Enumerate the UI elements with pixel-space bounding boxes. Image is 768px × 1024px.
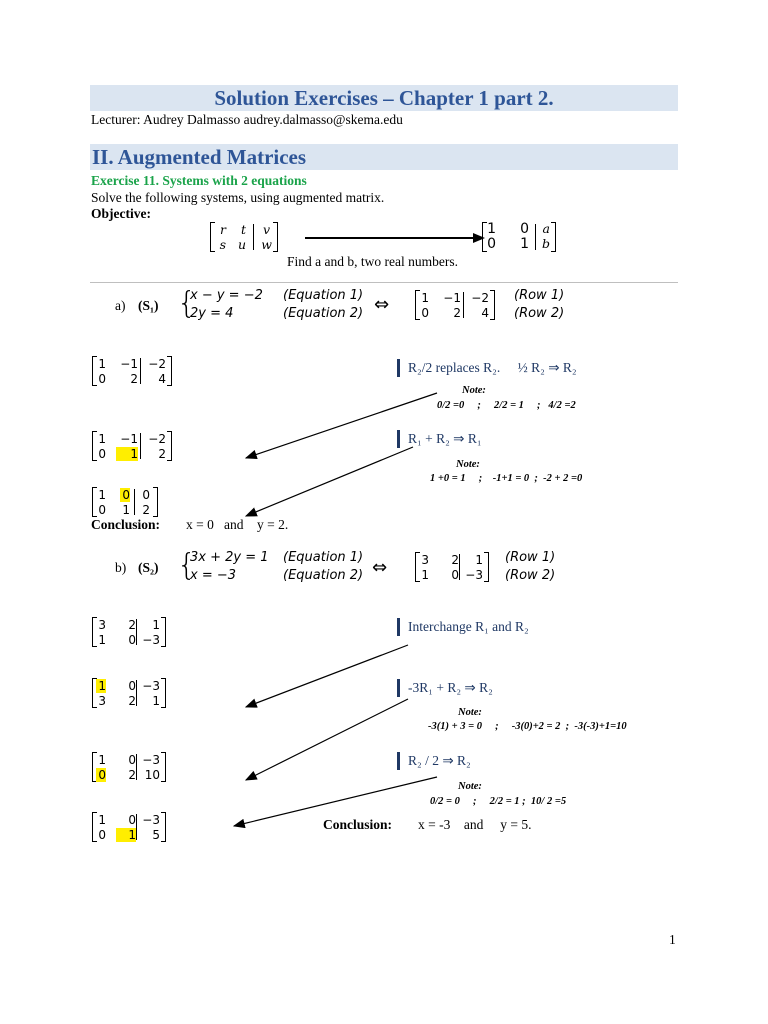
matrix-cell: 0 (451, 568, 459, 582)
matrix-cell: −2 (148, 432, 166, 446)
part-a-eq2: 2y = 4 (190, 306, 234, 321)
part-b-conclusion-label: Conclusion: (323, 817, 393, 832)
part-b-eq2: x = −3 (190, 568, 237, 583)
matrix-cell: 1 (475, 553, 483, 567)
matrix-cell: 0 (98, 828, 106, 842)
matrix-cell: −3 (142, 813, 160, 827)
part-a-system-name: (S₁) (138, 298, 159, 313)
matrix-cell: 4 (158, 372, 166, 386)
matrix-cell: 0 (421, 306, 429, 320)
matrix-cell: 2 (128, 694, 136, 708)
part-a-eq1-tag: (Equation 1) (283, 288, 364, 303)
matrix-cell: 0 (98, 372, 106, 386)
matrix-cell: 1 (152, 618, 160, 632)
part-a-conclusion: x = 0 and y = 2. (186, 517, 289, 532)
cell: r (220, 222, 226, 237)
equiv-symbol: ⇔ (372, 557, 388, 578)
matrix-cell: 2 (453, 306, 461, 320)
section-title: II. Augmented Matrices (92, 145, 307, 169)
part-b-eq2-tag: (Equation 2) (283, 568, 364, 583)
part-b-row2-tag: (Row 2) (505, 568, 556, 583)
cell: 1 (520, 236, 529, 252)
brace: { (177, 286, 197, 321)
matrix-cell: −1 (120, 357, 138, 371)
part-a-step-2: R₁ + R₂ ⇒ R₁ (397, 430, 482, 448)
step-op: ½ R₂ ⇒ R₂ (517, 360, 577, 375)
matrix-cell: 0 (128, 753, 136, 767)
matrix-cell: 5 (152, 828, 160, 842)
matrix-cell: 0 (128, 813, 136, 827)
matrix-cell: −3 (142, 633, 160, 647)
part-a-note-1: 0/2 =0 ; 2/2 = 1 ; 4/2 =2 (437, 400, 576, 411)
matrix-cell: −2 (471, 291, 489, 305)
matrix-cell: 1 (116, 828, 136, 842)
matrix-cell: −1 (443, 291, 461, 305)
exercise-instruction: Solve the following systems, using augmented matrix. (91, 190, 385, 205)
part-a-eq2-tag: (Equation 2) (283, 306, 364, 321)
matrix-cell: 3 (98, 694, 106, 708)
cell: t (240, 222, 246, 237)
objective-label: Objective: (91, 206, 151, 221)
matrix-cell: 1 (98, 813, 106, 827)
matrix-cell: 1 (98, 432, 106, 446)
part-b-system-name: (S₂) (138, 560, 159, 575)
matrix-cell: 2 (128, 618, 136, 632)
arrow (246, 645, 408, 707)
find-text: Find a and b, two real numbers. (287, 254, 458, 269)
part-b-eq1: 3x + 2y = 1 (190, 550, 269, 565)
matrix-cell: 10 (144, 768, 160, 782)
step-text: R₂/2 replaces R₂. (408, 360, 501, 375)
part-a-label: a) (115, 298, 126, 313)
matrix-cell: 0 (98, 447, 106, 461)
matrix-cell: 2 (158, 447, 166, 461)
matrix-cell: 2 (130, 372, 138, 386)
equiv-symbol: ⇔ (374, 294, 390, 315)
brace: { (177, 548, 197, 583)
note-label: Note: (458, 707, 482, 718)
arrow (246, 699, 408, 780)
matrix-cell: −3 (465, 568, 483, 582)
cell: 0 (487, 236, 496, 252)
part-b-step-2: -3R₁ + R₂ ⇒ R₂ (397, 679, 493, 697)
matrix-cell: 3 (98, 618, 106, 632)
matrix-cell: 2 (128, 768, 136, 782)
note-label: Note: (458, 781, 482, 792)
cell: 0 (520, 221, 529, 237)
matrix-cell: 4 (481, 306, 489, 320)
matrix-cell: −3 (142, 679, 160, 693)
matrix-cell: 0 (128, 633, 136, 647)
part-a-note-2: 1 +0 = 1 ; -1+1 = 0 ; -2 + 2 =0 (430, 473, 583, 484)
part-b-step-3: R₂ / 2 ⇒ R₂ (397, 752, 471, 770)
cell: s (219, 237, 226, 252)
arrow (246, 447, 413, 516)
matrix-cell: 0 (128, 679, 136, 693)
matrix-cell: 2 (451, 553, 459, 567)
part-a-row2-tag: (Row 2) (514, 306, 565, 321)
exercise-title: Exercise 11. Systems with 2 equations (91, 173, 307, 188)
arrow (234, 777, 437, 826)
part-b-note-2: -3(1) + 3 = 0 ; -3(0)+2 = 2 ; -3(-3)+1=10 (428, 721, 627, 732)
part-b-eq1-tag: (Equation 1) (283, 550, 364, 565)
part-b-row1-tag: (Row 1) (505, 550, 556, 565)
page-number: 1 (669, 932, 676, 947)
matrix-cell: 1 (98, 488, 106, 502)
part-b-step-1: Interchange R₁ and R₂ (397, 618, 529, 636)
matrix-cell: 1 (116, 447, 138, 461)
matrix-cell: −1 (120, 432, 138, 446)
matrix-cell: 1 (96, 679, 106, 693)
arrow (246, 393, 437, 458)
page-title: Solution Exercises – Chapter 1 part 2. (214, 86, 554, 110)
matrix-cell: 1 (421, 291, 429, 305)
matrix-cell: 3 (421, 553, 429, 567)
matrix-cell: 0 (98, 503, 106, 517)
cell: w (261, 237, 272, 252)
matrix-cell: 0 (142, 488, 150, 502)
matrix-cell: 1 (152, 694, 160, 708)
cell: a (542, 221, 550, 236)
matrix-cell: −2 (148, 357, 166, 371)
note-label: Note: (456, 459, 480, 470)
cell: u (237, 237, 246, 252)
matrix-cell: 0 (120, 488, 130, 502)
matrix-cell: 1 (421, 568, 429, 582)
lecturer-line: Lecturer: Audrey Dalmasso audrey.dalmasso@skema.edu (91, 112, 403, 127)
matrix-cell: −3 (142, 753, 160, 767)
part-a-eq1: x − y = −2 (190, 288, 263, 303)
cell: v (262, 222, 270, 237)
cell: b (541, 236, 550, 251)
matrix-cell: 1 (98, 753, 106, 767)
matrix-cell: 0 (96, 768, 106, 782)
matrix-cell: 1 (98, 633, 106, 647)
cell: 1 (487, 221, 496, 237)
part-b-label: b) (115, 560, 127, 575)
matrix-cell: 1 (98, 357, 106, 371)
part-a-conclusion-label: Conclusion: (91, 517, 161, 532)
part-b-note-3: 0/2 = 0 ; 2/2 = 1 ; 10/ 2 =5 (430, 796, 567, 807)
part-b-conclusion: x = -3 and y = 5. (418, 817, 532, 832)
part-a-row1-tag: (Row 1) (514, 288, 565, 303)
matrix-cell: 2 (142, 503, 150, 517)
note-label: Note: (462, 385, 486, 396)
matrix-cell: 1 (122, 503, 130, 517)
